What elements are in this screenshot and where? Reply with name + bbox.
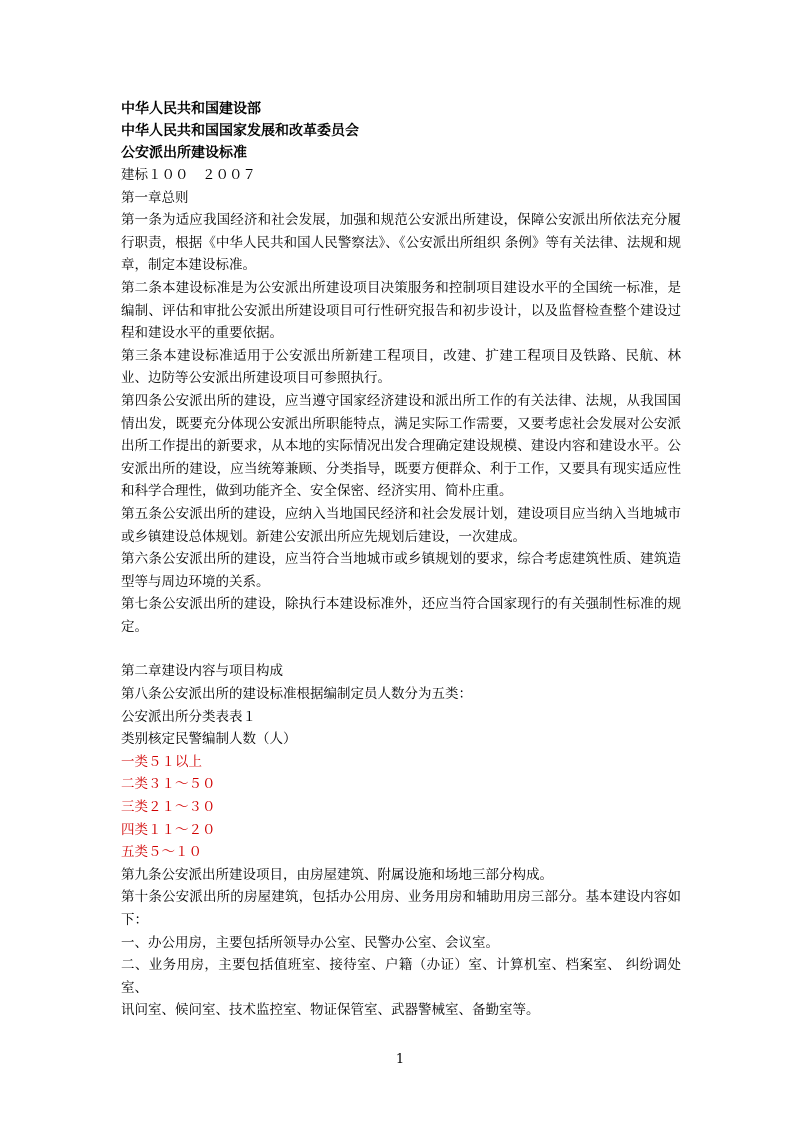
- document-body: [121, 98, 681, 1022]
- list-item-2-continued: 讯问室、候问室、技术监控室、物证保管室、武器警械室、备勤室等。: [121, 1002, 540, 1019]
- class-row-2: 二类３１～５０: [121, 776, 216, 793]
- class-row-4: 四类１１～２０: [121, 821, 216, 838]
- page-number: 1: [395, 1052, 405, 1067]
- issuer-line-2: 中华人民共和国国家发展和改革委员会: [121, 123, 359, 139]
- class-row-3: 三类２１～３０: [121, 799, 216, 816]
- article-8: 第八条公安派出所的建设标准根据编制定员人数分为五类：: [121, 686, 472, 703]
- document-number: 建标１００ ２００７: [121, 167, 256, 183]
- article-1: 第一条为适应我国经济和社会发展，加强和规范公安派出所建设，保障公安派出所依法充分履行职责，根据《中华人民共和国人民警察法》、《公安派出所组织 条例》等有关法律、法规和规章，制定本建设标准。: [121, 212, 681, 274]
- list-item-2: 二、业务用房，主要包括值班室、接待室、户籍（办证）室、计算机室、档案室、 纠纷调处室、: [121, 957, 681, 996]
- article-3: 第三条本建设标准适用于公安派出所新建工程项目，改建、扩建工程项目及铁路、民航、林业、边防等公安派出所建设项目可参照执行。: [121, 347, 681, 387]
- article-6: 第六条公安派出所的建设，应当符合当地城市或乡镇规划的要求，综合考虑建筑性质、建筑造型等与周边环境的关系。: [121, 551, 681, 590]
- article-9: 第九条公安派出所建设项目，由房屋建筑、附属设施和场地三部分构成。: [121, 866, 553, 883]
- chapter-2-heading: 第二章建设内容与项目构成: [121, 663, 283, 680]
- article-7: 第七条公安派出所的建设，除执行本建设标准外，还应当符合国家现行的有关强制性标准的规定。: [121, 596, 681, 635]
- article-4: 第四条公安派出所的建设，应当遵守国家经济建设和派出所工作的有关法律、法规，从我国国情出发，既要充分体现公安派出所职能特点，满足实际工作需要，又要考虑社会发展对公安派出所工作提出的新要求，从本地的实际情况出发合理确定建设规模、建设内容和建设水平。公安派出所的建设，应当统筹兼顾、分类指导，既要方便群众、利于工作，又要具有现实适应性和科学合理性，做到功能齐全、安全保密、经济实用、简朴庄重。: [121, 392, 681, 500]
- list-item-1: 一、办公用房，主要包括所领导办公室、民警办公室、会议室。: [121, 934, 499, 951]
- table-title: 公安派出所分类表表１: [121, 708, 256, 725]
- blank-line: [121, 638, 681, 660]
- chapter-1-heading: 第一章总则: [121, 189, 189, 206]
- document-title: 公安派出所建设标准: [121, 145, 247, 161]
- class-row-5: 五类５～１０: [121, 844, 202, 861]
- table-header: 类别核定民警编制人数（人）: [121, 731, 297, 748]
- class-row-1: 一类５１以上: [121, 753, 202, 770]
- issuer-line-1: 中华人民共和国建设部: [121, 101, 261, 117]
- article-2: 第二条本建设标准是为公安派出所建设项目决策服务和控制项目建设水平的全国统一标准，是编制、评估和审批公安派出所建设项目可行性研究报告和初步设计，以及监督检查整个建设过程和建设水平的重要依据。: [121, 279, 681, 342]
- article-10: 第十条公安派出所的房屋建筑，包括办公用房、业务用房和辅助用房三部分。基本建设内容如下：: [121, 889, 681, 928]
- article-5: 第五条公安派出所的建设，应纳入当地国民经济和社会发展计划，建设项目应当纳入当地城市或乡镇建设总体规划。新建公安派出所应先规划后建设，一次建成。: [121, 505, 681, 545]
